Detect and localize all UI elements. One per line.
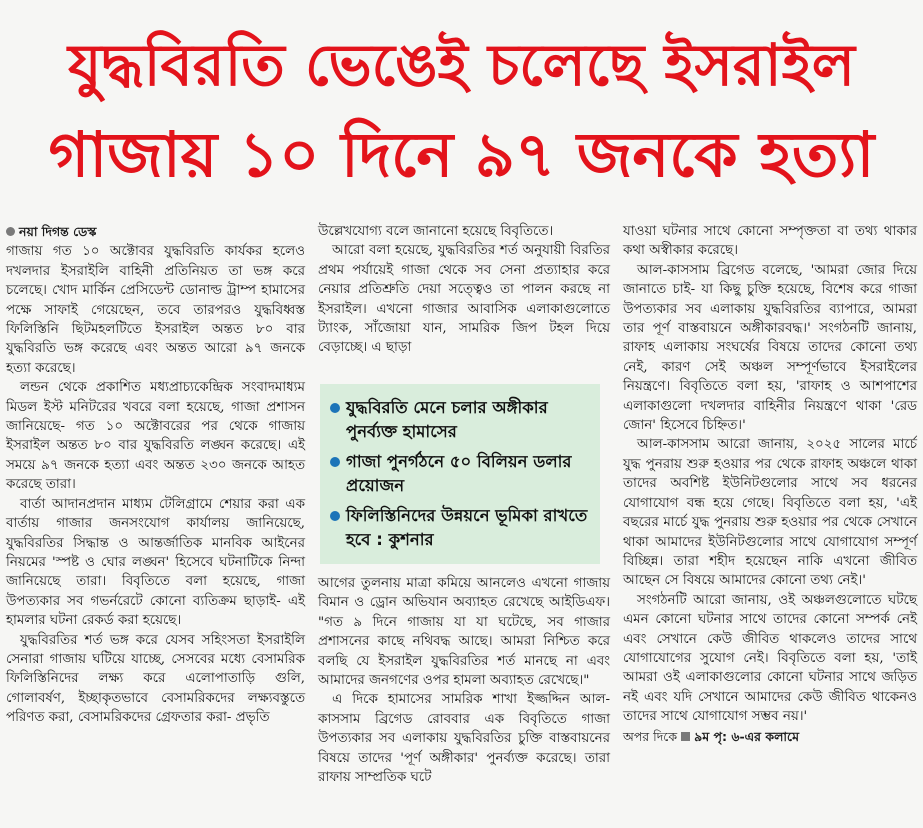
paragraph: আগের তুলনায় মাত্রা কমিয়ে আনলেও এখনো গাজায় বিমান ও ড্রোন অভিযান অব্যাহত রেখেছে আইডিএফ। "গত ৯ দিনে গাজায় যা যা ঘটেছে, সব গাজার প্রশাসনের কাছে নথিবদ্ধ আছে। আমরা নিশ্চিত করে বলছি যে ইসরাইল যুদ্ধবিরতির শর্ত মানছে না এবং আমাদের জনগণের ওপর হামলা অব্যাহত রেখেছে।" <box>318 576 610 689</box>
byline-text: নয়া দিগন্ত ডেস্ক <box>19 224 97 239</box>
continuation-ref: ৯ম পৃ: ৬-এর কলামে <box>694 728 800 744</box>
byline <box>6 222 305 241</box>
highlight-item <box>330 504 592 552</box>
paragraph: বার্তা আদানপ্রদান মাধ্যম টেলিগ্রামে শেয়ার করা এক বার্তায় গাজার জনসংযোগ কার্যালয় জানিয়েছে, যুদ্ধবিরতির সিদ্ধান্ত ও আন্তর্জাতিক মানবিক আইনের নিয়মের 'স্পষ্ট ও ঘোর লঙ্ঘন' হিসেবে ঘটনাটিকে নিন্দা জানিয়েছে তারা। বিবৃতিতে বলা হয়েছে, গাজা উপত্যকার সব গভর্নরেটে কোনো ব্যতিক্রম ছাড়াই- এই হামলার ঘটনা রেকর্ড করা হয়েছে। <box>6 496 305 629</box>
square-icon <box>681 732 690 741</box>
paragraph: লন্ডন থেকে প্রকাশিত মধ্যপ্রাচ্যকেন্দ্রিক সংবাদমাধ্যম মিডল ইস্ট মনিটরের খবরে বলা হয়েছে, গাজা প্রশাসন জানিয়েছে- গত ১০ অক্টোবরের পর থেকে গাজায় ইসরাইল অন্তত ৮০ বার যুদ্ধবিরতি লঙ্ঘন করেছে। এই সময়ে ৯৭ জনকে হত্যা এবং অন্তত ২৩০ জনকে আহত করেছে তারা। <box>6 380 305 493</box>
paragraph: আরো বলা হয়েছে, যুদ্ধবিরতির শর্ত অনুযায়ী বিরতির প্রথম পর্যায়েই গাজা থেকে সব সেনা প্রত্যাহার করে নেয়ার প্রতিশ্রুতি দেয়া সত্ত্বেও তা পালন করছে না ইসরাইল। এখনো গাজার আবাসিক এলাকাগুলোতে ট্যাংক, সাঁজোয়া যান, সামরিক জিপ টহল দিয়ে বেড়াচ্ছে। এ ছাড়া <box>318 243 610 356</box>
article-column-1 <box>6 222 305 728</box>
byline-dot-icon <box>6 227 15 236</box>
highlight-item <box>330 396 592 444</box>
headline-line-1: যুদ্ধবিরতি ভেঙেই চলেছে ইসরাইল <box>67 31 856 99</box>
article-column-3 <box>623 222 917 746</box>
article-column-2-bottom <box>318 574 610 787</box>
highlight-box <box>320 384 600 564</box>
bullet-icon <box>330 403 340 413</box>
continuation-line <box>623 727 917 746</box>
paragraph: উল্লেখযোগ্য বলে জানানো হয়েছে বিবৃতিতে। <box>318 224 554 239</box>
paragraph: যুদ্ধবিরতির শর্ত ভঙ্গ করে যেসব সহিংসতা ইসরাইলি সেনারা গাজায় ঘটিয়ে যাচ্ছে, সেসবের মধ্যে বেসামরিক ফিলিস্তিনিদের লক্ষ্য করে এলোপাতাড়ি গুলি, গোলাবর্ষণ, ইচ্ছাকৃতভাবে বেসামরিকদের লক্ষ্যবস্তুতে পরিণত করা, বেসামরিকদের গ্রেফতার করা- প্রভৃতি <box>6 632 305 726</box>
paragraph: আল-কাসসাম ব্রিগেড বলেছে, 'আমরা জোর দিয়ে জানাতে চাই- যা কিছু চুক্তি হয়েছে, বিশেষ করে গাজা উপত্যকার সব এলাকায় যুদ্ধবিরতির ব্যাপারে, আমরা তার পূর্ণ বাস্তবায়নে অঙ্গীকারবদ্ধ।' সংগঠনটি জানায়, রাফাহ এলাকায় সংঘর্ষের বিষয়ে তাদের কোনো তথ্য নেই, কারণ সেই অঞ্চল সম্পূর্ণভাবে ইসরাইলের নিয়ন্ত্রণে। বিবৃতিতে বলা হয়, 'রাফাহ ও আশপাশের এলাকাগুলো দখলদার বাহিনীর নিয়ন্ত্রণে থাকা 'রেড জোন' হিসেবে চিহ্নিত।' <box>623 262 917 434</box>
paragraph: সংগঠনটি আরো জানায়, ওই অঞ্চলগুলোতে ঘটছে এমন কোনো ঘটনার সাথে তাদের কোনো সম্পর্ক নেই এবং সেখানে কেউ জীবিত থাকলেও তাদের সাথে যোগাযোগের সুযোগ নেই। বিবৃতিতে বলা হয়, 'তাই আমরা ওই এলাকাগুলোর কোনো ঘটনার সাথে জড়িত নই এবং যদি সেখানে আমাদের কেউ জীবিত থাকেনও তাদের সাথে যোগাযোগ সম্ভব নয়।' <box>623 592 917 725</box>
paragraph: এ দিকে হামাসের সামরিক শাখা ইজ্জদ্দিন আল-কাসসাম ব্রিগেড রোববার এক বিবৃতিতে গাজা উপত্যকার সব এলাকায় যুদ্ধবিরতির চুক্তি বাস্তবায়নের বিষয়ে তাদের 'পূর্ণ অঙ্গীকার' পুনর্ব্যক্ত করেছে। তারা রাফায় সাম্প্রতিক ঘটে <box>318 692 610 786</box>
paragraph: গাজায় গত ১০ অক্টোবর যুদ্ধবিরতি কার্যকর হলেও দখলদার ইসরাইলি বাহিনী প্রতিনিয়ত তা ভঙ্গ করে চলেছে। খোদ মার্কিন প্রেসিডেন্ট ডোনাল্ড ট্রাম্প হামাসের পক্ষে সাফাই গেয়েছেন, তবে তারপরও যুদ্ধবিধ্বস্ত ফিলিস্তিনি ছিটমহলটিতে ইসরাইল অন্তত ৮০ বার যুদ্ধবিরতি ভঙ্গ করেছে এবং অন্তত আরো ৯৭ জনকে হত্যা করেছে। <box>6 244 305 376</box>
paragraph: আল-কাসসাম আরো জানায়, ২০২৫ সালের মার্চে যুদ্ধ পুনরায় শুরু হওয়ার পর থেকে রাফাহ অঞ্চলে থাকা তাদের অবশিষ্ট ইউনিটগুলোর সাথে সব ধরনের যোগাযোগ বন্ধ হয়ে গেছে। বিবৃতিতে বলা হয়, 'এই বছরের মার্চে যুদ্ধ পুনরায় শুরু হওয়ার পর থেকে সেখানে থাকা আমাদের ইউনিটগুলোর সাথে যোগাযোগ সম্পূর্ণ বিচ্ছিন্ন। তারা শহীদ হয়েছেন নাকি এখনো জীবিত আছেন সে বিষয়ে আমাদের কোনো তথ্য নেই।' <box>623 437 917 589</box>
bullet-icon <box>330 457 340 467</box>
continuation-prefix: অপর দিকে <box>623 728 678 744</box>
article-column-2-top <box>318 222 610 358</box>
headline-line-2: গাজায় ১০ দিনে ৯৭ জনকে হত্যা <box>48 118 875 191</box>
highlight-text: ফিলিস্তিনিদের উন্নয়নে ভূমিকা রাখতে হবে : কুশনার <box>346 506 588 549</box>
highlight-text: গাজা পুনর্গঠনে ৫০ বিলিয়ন ডলার প্রয়োজন <box>346 452 572 495</box>
highlight-text: যুদ্ধবিরতি মেনে চলার অঙ্গীকার পুনর্ব্যক্ত হামাসের <box>346 398 548 441</box>
paragraph: যাওয়া ঘটনার সাথে কোনো সম্পৃক্ততা বা তথ্য থাকার কথা অস্বীকার করেছে। <box>623 224 917 259</box>
bullet-icon <box>330 511 340 521</box>
highlight-item <box>330 450 592 498</box>
